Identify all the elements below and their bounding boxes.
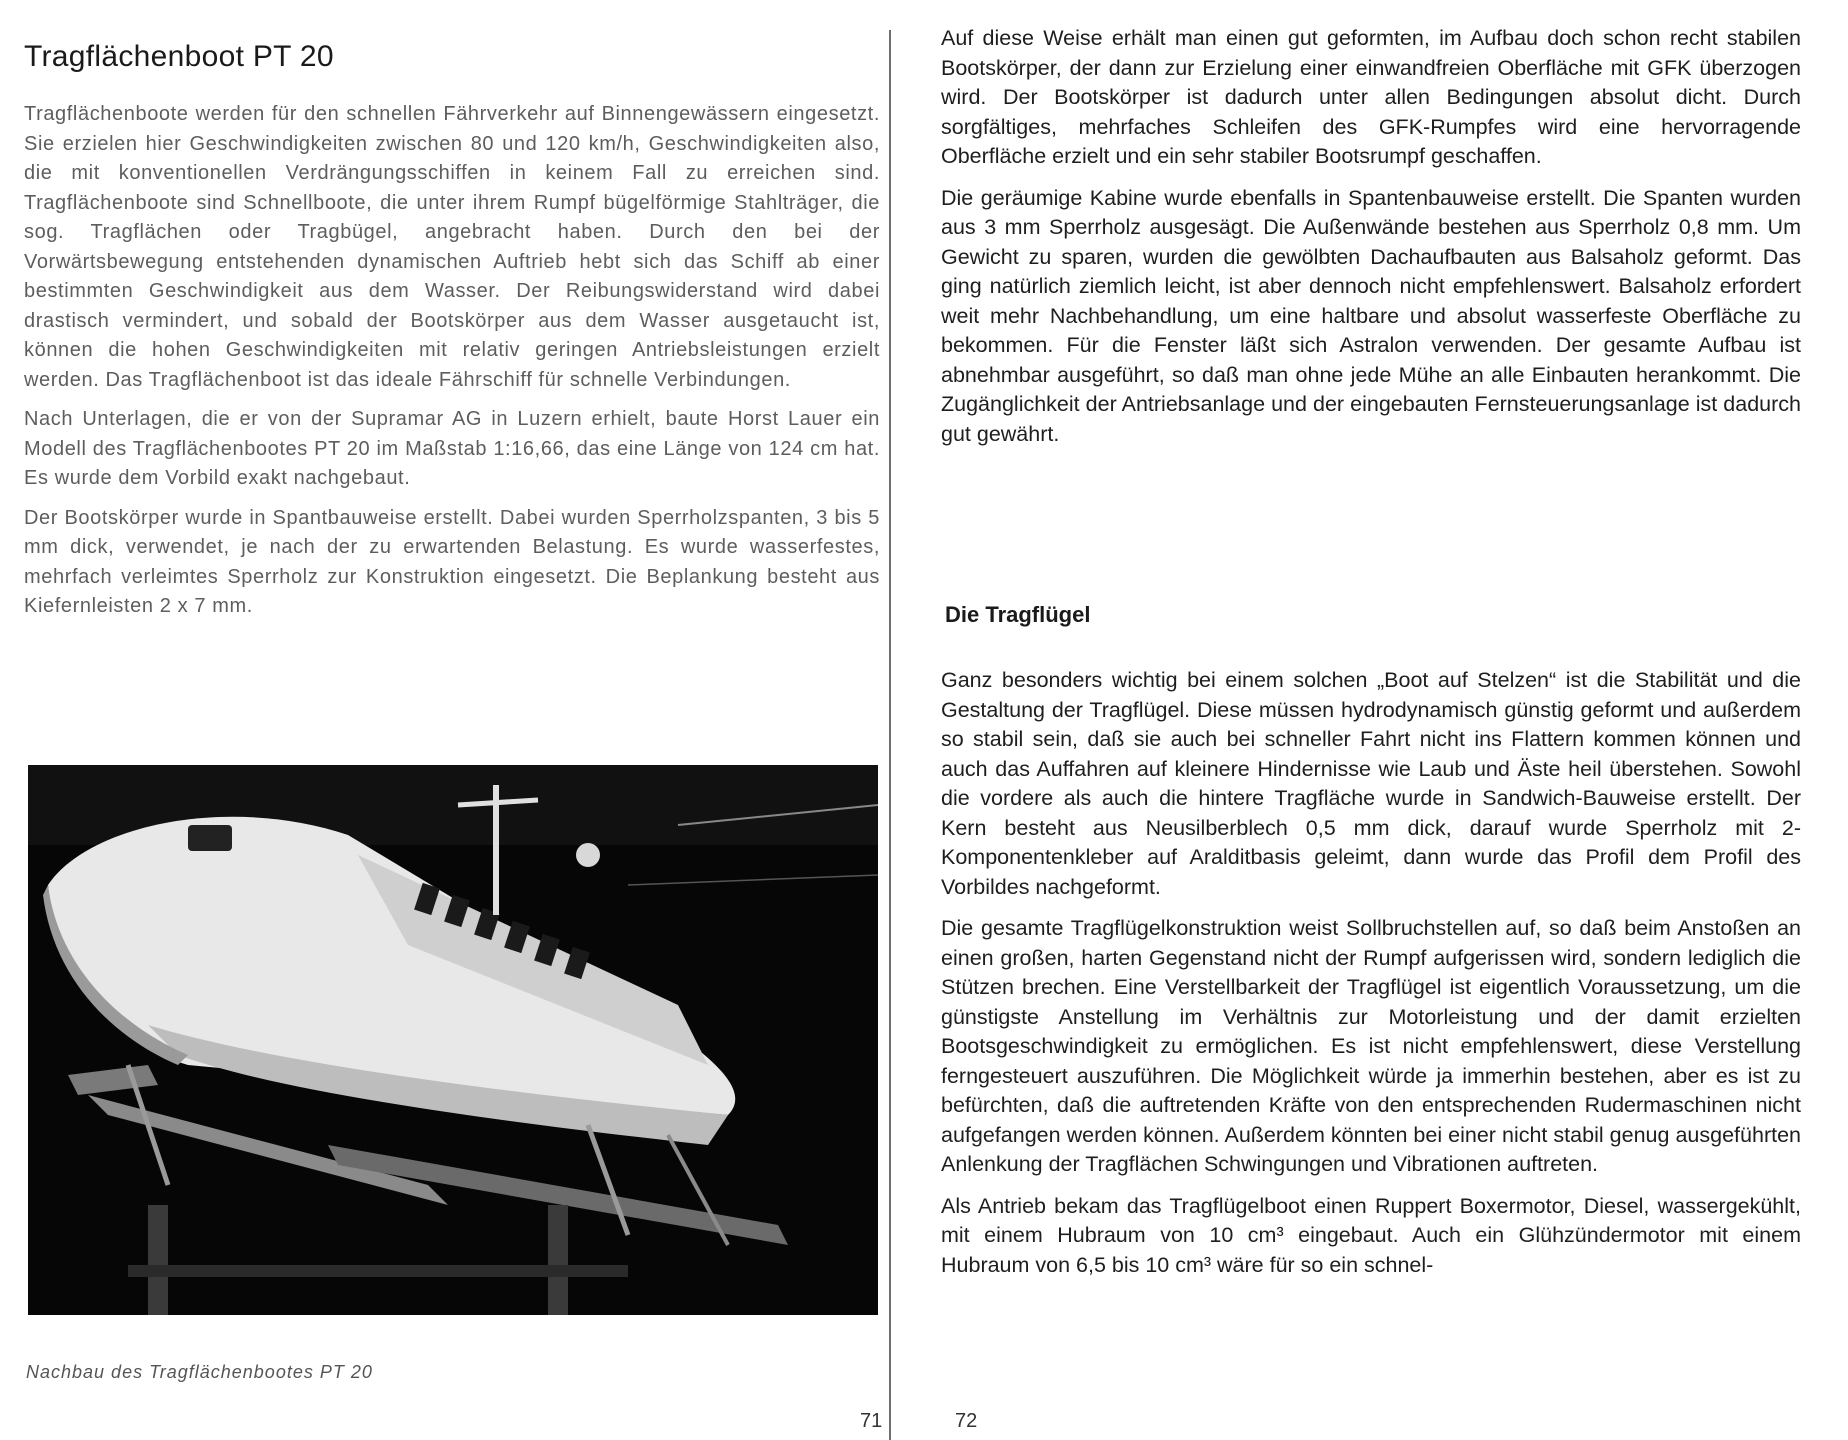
right-paragraph: Die geräumige Kabine wurde ebenfalls in Spantenbauweise erstellt. Die Spanten wurden aus 3 mm Sperrholz ausgesägt. Die Außenwände bestehen aus Sperrholz 0,8 mm. Um Gewicht zu sparen, wurden die gewölbten Dachaufbauten aus Balsaholz geformt. Das ging natürlich ziemlich leicht, ist aber dennoch nicht empfehlenswert. Balsaholz erfordert weit mehr Nachbehandlung, um eine haltbare und absolut wasserfeste Oberfläche zu bekommen. Für die Fenster läßt sich Astralon verwenden. Der gesamte Aufbau ist abnehmbar ausgeführt, so daß man ohne jede Mühe an alle Einbauten herankommt. Die Zugänglichkeit der Antriebsanlage und der eingebauten Fernsteuerungsanlage ist dadurch gut gewährt.: [941, 185, 1801, 446]
boat-photo: [28, 765, 878, 1315]
left-paragraph: Nach Unterlagen, die er von der Supramar AG in Luzern erhielt, baute Horst Lauer ein Modell des Tragflächenbootes PT 20 im Maßstab 1:16,66, das eine Länge von 124 cm hat. Es wurde dem Vorbild exakt nachgebaut.: [24, 408, 880, 489]
left-paragraph: Tragflächenboote werden für den schnellen Fährverkehr auf Binnengewässern eingesetzt. Sie erzielen hier Geschwindigkeiten zwischen 80 und 120 km/h, Geschwindigkeiten also, die mit konventionellen Verdrängungsschiffen in keinem Fall zu erreichen sind. Tragflächenboote sind Schnellboote, die unter ihrem Rumpf bügelförmige Stahlträger, die sog. Tragflächen oder Tragbügel, angebracht haben. Durch den bei der Vorwärtsbewegung entstehenden dynamischen Auftrieb hebt sich das Schiff ab einer bestimmten Geschwindigkeit aus dem Wasser. Der Reibungswiderstand wird dabei drastisch vermindert, und sobald der Bootskörper aus dem Wasser ausgetaucht ist, können die hohen Geschwindigkeiten mit relativ geringen Antriebsleistungen erzielt werden. Das Tragflächenboot ist das ideale Fährschiff für schnelle Verbindungen.: [24, 103, 880, 391]
right-paragraph: Die gesamte Tragflügelkonstruktion weist Sollbruchstellen auf, so daß beim Anstoßen an einen großen, harten Gegenstand nicht der Rumpf aufgerissen wird, sondern lediglich die Stützen brechen. Eine Verstellbarkeit der Tragflügel ist eigentlich Voraussetzung, um die günstigste Anstellung im Verhältnis zur Motorleistung und der damit erzielten Bootsgeschwindigkeit zu ermöglichen. Es ist nicht empfehlenswert, diese Verstellung ferngesteuert auszuführen. Die Möglichkeit würde ja immerhin bestehen, aber es ist zu befürchten, daß die auftretenden Kräfte von den entsprechenden Rudermaschinen nicht aufgefangen werden können. Außerdem könnten bei einer nicht stabil genug ausgeführten Anlenkung der Tragflächen Schwingungen und Vibrationen auftreten.: [941, 916, 1801, 1176]
right-paragraph: Als Antrieb bekam das Tragflügelboot einen Ruppert Boxermotor, Diesel, wassergekühlt, mit einem Hubraum von 10 cm³ eingebaut. Auch ein Glühzündermotor mit einem Hubraum von 6,5 bis 10 cm³ wäre für so ein schnel-: [941, 1193, 1801, 1277]
right-body-text-bottom: [941, 666, 1801, 1292]
left-page: [0, 0, 900, 1440]
left-body-text: [24, 100, 880, 632]
page-gutter-divider: [889, 30, 891, 1440]
left-paragraph: Der Bootskörper wurde in Spantbauweise erstellt. Dabei wurden Sperrholzspanten, 3 bis 5 mm dick, verwendet, je nach der zu erwartenden Belastung. Es wurde wasserfestes, mehrfach verleimtes Sperrholz zur Konstruktion eingesetzt. Die Beplankung besteht aus Kiefernleisten 2 x 7 mm.: [24, 506, 880, 617]
section-heading: Die Tragflügel: [945, 602, 1091, 627]
page-number-left: 71: [860, 1410, 883, 1432]
photo-caption: Nachbau des Tragflächenbootes PT 20: [26, 1362, 373, 1382]
right-paragraph: Auf diese Weise erhält man einen gut geformten, im Aufbau doch schon recht stabilen Bootskörper, der dann zur Erzielung einer einwandfreien Oberfläche mit GFK überzogen wird. Der Bootskörper ist dadurch unter allen Bedingungen absolut dicht. Durch sorgfältiges, mehrfaches Schleifen des GFK-Rumpfes wird eine hervorragende Oberfläche erzielt und ein sehr stabiler Bootsrumpf geschaffen.: [941, 26, 1801, 168]
right-paragraph: Ganz besonders wichtig bei einem solchen „Boot auf Stelzen“ ist die Stabilität und die Gestaltung der Tragflügel. Diese müssen hydrodynamisch günstig geformt und außerdem so stabil sein, daß sie auch bei schneller Fahrt nicht ins Flattern kommen können und auch das Auffahren auf kleinere Hindernisse wie Laub und Äste heil überstehen. Sowohl die vordere als auch die hintere Tragfläche wurde in Sandwich-Bauweise erstellt. Der Kern besteht aus Neusilberblech 0,5 mm dick, darauf wurde Sperrholz mit 2-Komponentenkleber auf Aralditbasis geleimt, dann wurde das Profil dem Profil des Vorbildes nachgeformt.: [941, 668, 1801, 899]
right-page: [905, 0, 1848, 1440]
hydrofoil-model-illustration: [28, 765, 878, 1315]
page-number-right: 72: [955, 1410, 978, 1432]
page-title: Tragflächenboot PT 20: [24, 40, 334, 73]
right-body-text-top: [941, 24, 1801, 461]
